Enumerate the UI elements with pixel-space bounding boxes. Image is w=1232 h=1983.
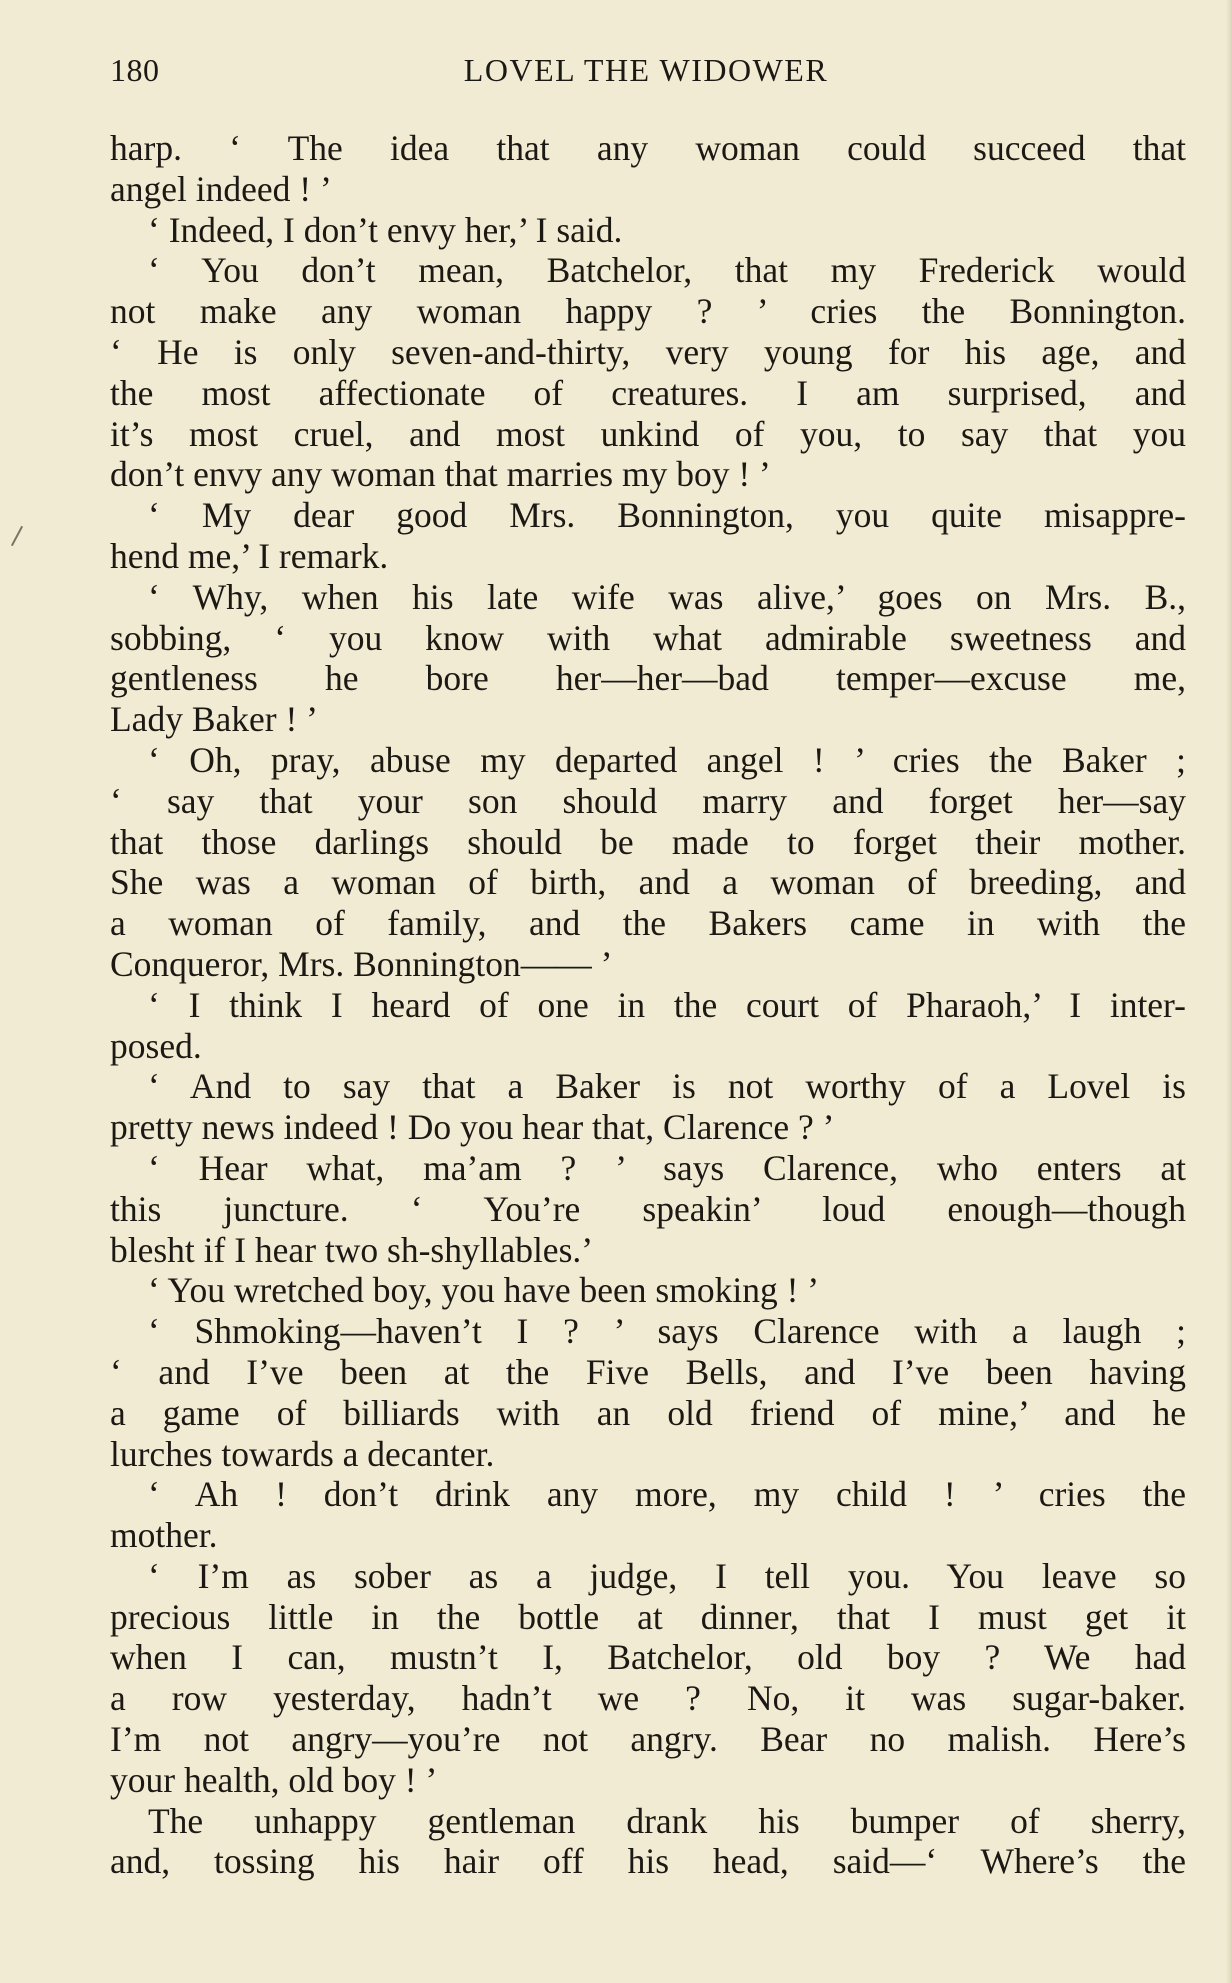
text-line: angel indeed ! ’	[110, 168, 332, 209]
text-line: lurches towards a decanter.	[110, 1433, 495, 1474]
text-line: a game of billiards with an old friend of mine,’ and he	[110, 1392, 1186, 1433]
text-line: ‘ and I’ve been at the Five Bells, and I’ve been having	[110, 1351, 1186, 1392]
text-line: that those darlings should be made to forget their mother.	[110, 821, 1186, 862]
text-line: ‘ You don’t mean, Batchelor, that my Frederick would	[148, 250, 1186, 291]
text-line: ‘ Ah ! don’t drink any more, my child ! ’ cries the	[148, 1474, 1186, 1515]
text-line: the most affectionate of creatures. I am surprised, and	[110, 372, 1186, 413]
text-line: not make any woman happy ? ’ cries the Bonnington.	[110, 291, 1186, 332]
text-line: ‘ Indeed, I don’t envy her,’ I said.	[148, 209, 623, 250]
text-line: a woman of family, and the Bakers came in with the	[110, 903, 1186, 944]
text-line: and, tossing his hair off his head, said—‘ Where’s the	[110, 1841, 1186, 1882]
text-line: ‘ say that your son should marry and forget her—say	[110, 780, 1186, 821]
text-line: a row yesterday, hadn’t we ? No, it was sugar-baker.	[110, 1678, 1186, 1719]
text-line: ‘ Why, when his late wife was alive,’ goes on Mrs. B.,	[148, 576, 1186, 617]
text-line: ‘ My dear good Mrs. Bonnington, you quite misappre-	[148, 495, 1186, 536]
text-line: Conqueror, Mrs. Bonnington—— ’	[110, 943, 613, 984]
text-line: your health, old boy ! ’	[110, 1759, 438, 1800]
text-line: ‘ He is only seven-and-thirty, very young for his age, and	[110, 331, 1186, 372]
running-title: LOVEL THE WIDOWER	[463, 52, 829, 88]
text-line: hend me,’ I remark.	[110, 535, 389, 576]
page-edge-shadow	[1226, 0, 1232, 1983]
text-line: ‘ Oh, pray, abuse my departed angel ! ’ cries the Baker ;	[148, 739, 1186, 780]
text-line: posed.	[110, 1025, 202, 1066]
text-line: precious little in the bottle at dinner, that I must get it	[110, 1596, 1186, 1637]
text-line: it’s most cruel, and most unkind of you, to say that you	[110, 413, 1186, 454]
text-line: don’t envy any woman that marries my boy ! ’	[110, 454, 771, 495]
text-line: ‘ Hear what, ma’am ? ’ says Clarence, who enters at	[148, 1147, 1186, 1188]
text-line: ‘ You wretched boy, you have been smoking ! ’	[148, 1270, 820, 1311]
text-line: ‘ And to say that a Baker is not worthy of a Lovel is	[148, 1066, 1186, 1107]
text-line: harp. ‘ The idea that any woman could succeed that	[110, 128, 1186, 168]
text-line: when I can, mustn’t I, Batchelor, old boy ? We had	[110, 1637, 1186, 1678]
page-number: 180	[110, 52, 160, 88]
text-line: gentleness he bore her—her—bad temper—excuse me,	[110, 658, 1186, 699]
text-line: mother.	[110, 1515, 218, 1556]
text-line: Lady Baker ! ’	[110, 699, 318, 740]
text-line: pretty news indeed ! Do you hear that, Clarence ? ’	[110, 1107, 835, 1148]
body-text	[110, 128, 1186, 1882]
page-header	[110, 52, 1182, 102]
text-line: ‘ I think I heard of one in the court of Pharaoh,’ I inter-	[148, 984, 1186, 1025]
text-line: ‘ I’m as sober as a judge, I tell you. You leave so	[148, 1555, 1186, 1596]
text-line: She was a woman of birth, and a woman of breeding, and	[110, 862, 1186, 903]
stray-pencil-mark	[11, 526, 23, 546]
text-line: ‘ Shmoking—haven’t I ? ’ says Clarence with a laugh ;	[148, 1311, 1186, 1352]
text-line: blesht if I hear two sh-shyllables.’	[110, 1229, 594, 1270]
text-line: this juncture. ‘ You’re speakin’ loud enough—though	[110, 1188, 1186, 1229]
text-line: The unhappy gentleman drank his bumper of sherry,	[148, 1800, 1186, 1841]
text-line: sobbing, ‘ you know with what admirable sweetness and	[110, 617, 1186, 658]
text-line: I’m not angry—you’re not angry. Bear no malish. Here’s	[110, 1719, 1186, 1760]
